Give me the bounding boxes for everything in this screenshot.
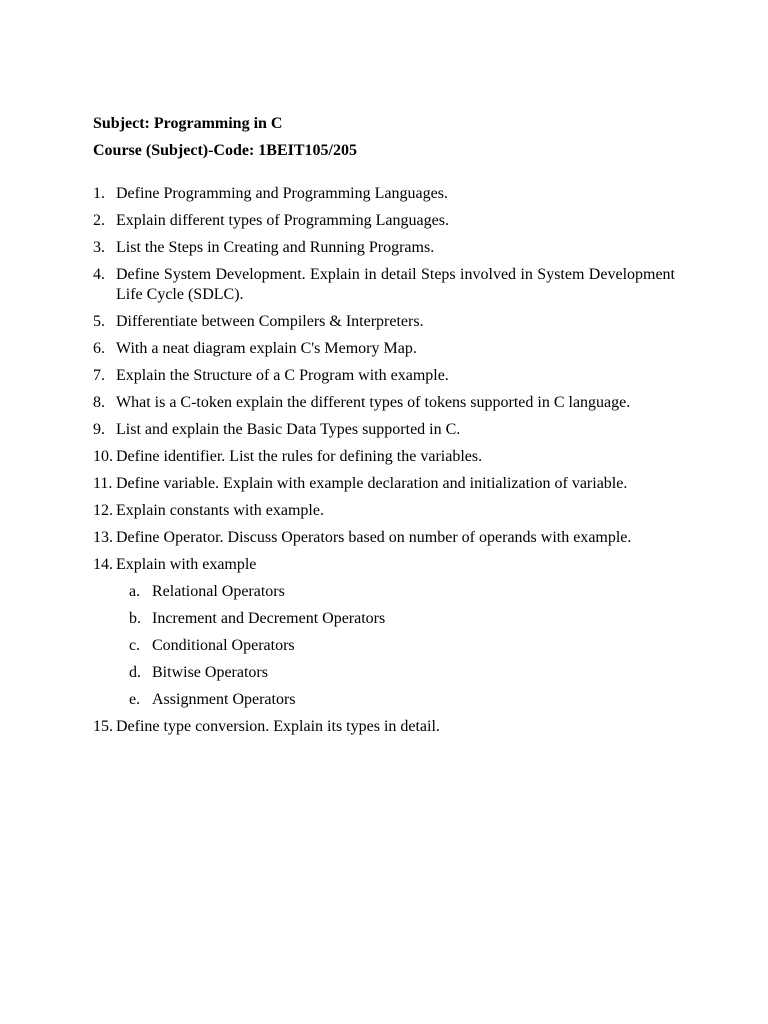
question-item [93,717,675,737]
question-text: Define type conversion. Explain its types in detail. [116,718,440,735]
sub-question-item [116,663,675,683]
question-body [116,238,675,258]
question-number: 7. [93,367,105,384]
question-text: Define identifier. List the rules for defining the variables. [116,448,483,465]
question-text: Explain with example [116,556,257,573]
question-item [93,393,675,413]
question-number: 10. [93,448,113,465]
question-text: List and explain the Basic Data Types supported in C. [116,421,461,438]
question-body [116,528,675,548]
question-item [93,184,675,204]
question-list [93,184,675,737]
question-number: 8. [93,394,105,411]
question-item [93,447,675,467]
question-number: 4. [93,266,105,283]
question-number: 5. [93,313,105,330]
course-code-heading: Course (Subject)-Code: 1BEIT105/205 [93,142,357,159]
question-body [116,717,675,737]
question-number: 11. [93,475,113,492]
question-number: 14. [93,556,113,573]
question-text: Differentiate between Compilers & Interpreters. [116,313,424,330]
sub-question-list [116,582,675,710]
question-number: 6. [93,340,105,357]
question-text: With a neat diagram explain C's Memory Map. [116,340,417,357]
question-text: What is a C-token explain the different types of tokens supported in C language. [116,394,631,411]
question-item [93,339,675,359]
document-page [93,112,675,744]
sub-question-letter: b. [129,610,141,627]
question-body [116,420,675,440]
sub-question-letter: a. [129,583,141,600]
question-item [93,312,675,332]
question-text: Define Programming and Programming Languages. [116,185,448,202]
question-text: Explain constants with example. [116,502,324,519]
question-item [93,474,675,494]
question-body [116,339,675,359]
question-number: 3. [93,239,105,256]
sub-question-text: Relational Operators [152,583,285,600]
question-body [116,265,675,305]
question-item [93,366,675,386]
question-item [93,265,675,305]
question-text: List the Steps in Creating and Running Programs. [116,239,435,256]
question-body [116,501,675,521]
question-number: 15. [93,718,113,735]
question-body [116,555,675,710]
question-body [116,366,675,386]
question-text: Define variable. Explain with example declaration and initialization of variable. [116,475,628,492]
subject-heading: Subject: Programming in C [93,115,283,132]
question-body [116,211,675,231]
question-number: 13. [93,529,113,546]
question-number: 12. [93,502,113,519]
sub-question-text: Increment and Decrement Operators [152,610,386,627]
question-item [93,238,675,258]
question-item [93,528,675,548]
question-body [116,312,675,332]
sub-question-letter: c. [129,637,141,654]
question-body [116,474,675,494]
question-body [116,447,675,467]
sub-question-item [116,582,675,602]
sub-question-item [116,609,675,629]
question-item [93,501,675,521]
question-item [93,211,675,231]
sub-question-text: Bitwise Operators [152,664,268,681]
sub-question-text: Conditional Operators [152,637,295,654]
question-number: 1. [93,185,105,202]
question-body [116,184,675,204]
question-body [116,393,675,413]
question-text: Define System Development. Explain in detail Steps involved in System Development Life Cycle (SDLC). [116,266,675,303]
question-text: Explain the Structure of a C Program with example. [116,367,449,384]
sub-question-letter: e. [129,691,141,708]
question-number: 2. [93,212,105,229]
question-number: 9. [93,421,105,438]
sub-question-item [116,690,675,710]
question-text: Explain different types of Programming Languages. [116,212,449,229]
question-item [93,420,675,440]
sub-question-letter: d. [129,664,141,681]
sub-question-text: Assignment Operators [152,691,296,708]
sub-question-item [116,636,675,656]
question-text: Define Operator. Discuss Operators based on number of operands with example. [116,529,632,546]
question-item [93,555,675,710]
